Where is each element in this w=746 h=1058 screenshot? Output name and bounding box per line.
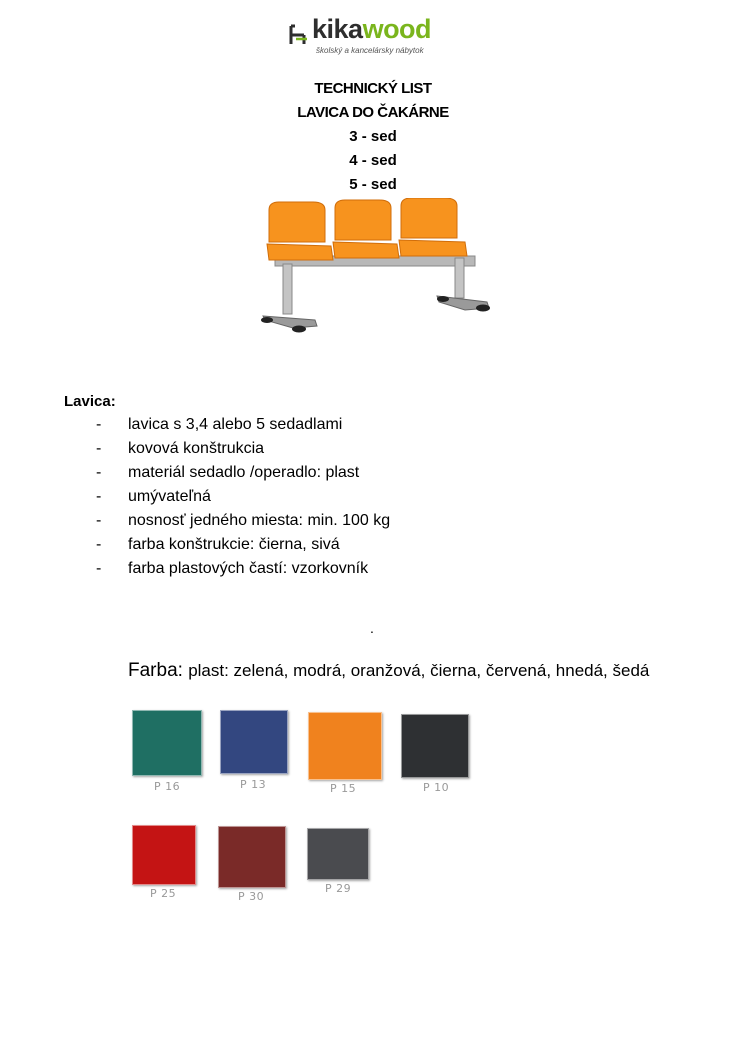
spec-item-text: farba plastových častí: vzorkovník — [128, 560, 369, 577]
variant-5-seat: 5 - sed — [349, 176, 397, 193]
list-bullet: - — [96, 464, 102, 481]
spec-item-text: nosnosť jedného miesta: min. 100 kg — [128, 512, 391, 529]
brand-name-part2: wood — [362, 14, 432, 44]
list-bullet: - — [96, 560, 102, 577]
separator-dot: . — [370, 620, 374, 636]
spec-item-text: umývateľná — [128, 488, 211, 505]
list-bullet: - — [96, 416, 102, 433]
spec-item — [96, 536, 340, 554]
swatch-box — [308, 712, 382, 780]
doc-subtitle: LAVICA DO ČAKÁRNE — [297, 104, 449, 121]
swatch-code: P 29 — [325, 882, 352, 895]
swatch-code: P 30 — [238, 890, 265, 903]
spec-item-text: lavica s 3,4 alebo 5 sedadlami — [128, 416, 343, 433]
bench-product-image — [255, 198, 495, 338]
swatch-box — [307, 828, 369, 880]
color-list-text: plast: zelená, modrá, oranžová, čierna, červená, hnedá, šedá — [188, 661, 650, 680]
swatch-code: P 13 — [240, 778, 267, 791]
swatch-box — [401, 714, 469, 778]
spec-item — [96, 416, 342, 434]
spec-item — [96, 488, 211, 506]
spec-item — [96, 440, 264, 458]
spec-item-text: materiál sedadlo /operadlo: plast — [128, 464, 360, 481]
brand-name-part1: kika — [312, 14, 363, 44]
variant-4-seat: 4 - sed — [349, 152, 397, 169]
color-label: Farba: — [128, 660, 183, 681]
swatch-code: P 15 — [330, 782, 357, 795]
color-options — [128, 660, 649, 682]
list-bullet: - — [96, 512, 102, 529]
variant-3-seat: 3 - sed — [349, 128, 397, 145]
swatch-box — [218, 826, 286, 888]
list-bullet: - — [96, 488, 102, 505]
spec-section-title: Lavica: — [64, 393, 116, 410]
doc-title: TECHNICKÝ LIST — [314, 80, 432, 97]
brand-name — [312, 14, 431, 45]
spec-item — [96, 512, 390, 530]
swatch-code: P 16 — [154, 780, 181, 793]
list-bullet: - — [96, 536, 102, 553]
brand-tagline: školský a kancelársky nábytok — [316, 46, 424, 55]
spec-item-text: kovová konštrukcia — [128, 440, 265, 457]
swatch-box — [132, 710, 202, 776]
swatch-box — [132, 825, 196, 885]
spec-item — [96, 560, 368, 578]
chair-logo-icon — [288, 24, 310, 48]
spec-item-text: farba konštrukcie: čierna, sivá — [128, 536, 340, 553]
spec-item — [96, 464, 359, 482]
swatch-code: P 10 — [423, 781, 450, 794]
list-bullet: - — [96, 440, 102, 457]
swatch-code: P 25 — [150, 887, 177, 900]
swatch-box — [220, 710, 288, 774]
